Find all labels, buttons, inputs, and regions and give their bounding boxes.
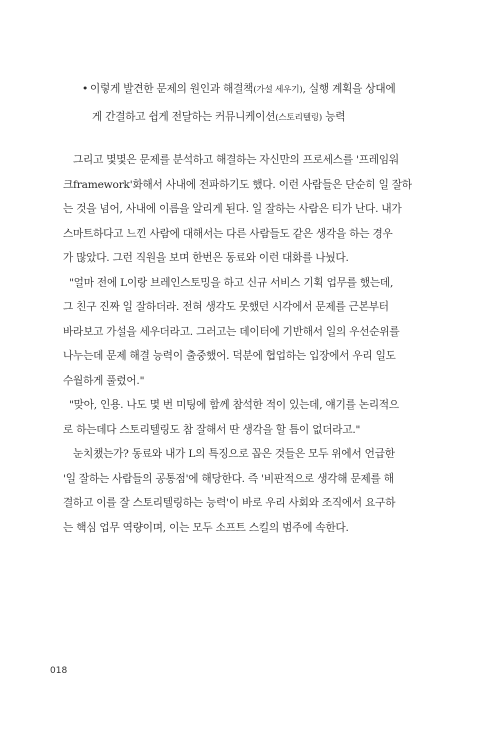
text-line: 눈치챘는가? 동료와 내가 L의 특징으로 꼽은 것들은 모두 위에서 언급한 — [73, 448, 395, 460]
paragraph-1 — [63, 148, 440, 271]
page-number: 018 — [50, 666, 68, 676]
bullet-note-1: (가설 세우기) — [253, 85, 303, 95]
text-line: "맞아, 인용. 나도 몇 번 미팅에 함께 참석한 적이 있는데, 얘기를 논리적으 — [69, 399, 399, 411]
bullet-item — [82, 76, 442, 132]
paragraph-2-quote — [63, 271, 440, 394]
text-line: "얼마 전에 L이랑 브레인스토밍을 하고 신규 서비스 기획 업무를 했는데, — [69, 276, 394, 289]
text-line: 는 핵심 업무 역량이며, 이는 모두 소프트 스킬의 범주에 속한다. — [63, 521, 349, 534]
text-line: 로 하는데다 스토리텔링도 참 잘해서 딴 생각을 할 틈이 없더라고." — [63, 423, 361, 436]
text-line: 는 것을 넘어, 사내에 이름을 알리게 된다. 일 잘하는 사람은 티가 난다. 내가 — [63, 203, 402, 215]
bullet-text-1a: 이렇게 발견한 문제의 원인과 해결책 — [90, 83, 254, 95]
text-line: 가 많았다. 그런 직원을 보며 한번은 동료와 이런 대화를 나눴다. — [63, 252, 349, 264]
text-line: 나누는데 문제 해결 능력이 출중했어. 덕분에 협업하는 입장에서 우리 일도 — [63, 350, 396, 362]
text-line: '일 잘하는 사람들의 공통점'에 해당한다. 즉 '비판적으로 생각해 문제를 해 — [63, 472, 394, 485]
paragraph-4 — [63, 442, 440, 540]
paragraph-3-quote — [63, 393, 440, 442]
bullet-line-1 — [82, 76, 442, 104]
text-line: 그 친구 진짜 일 잘하더라. 전혀 생각도 못했던 시각에서 문제를 근본부터 — [63, 301, 389, 313]
text-line: 결하고 이를 잘 스토리텔링하는 능력'이 바로 우리 사회와 조직에서 요구하 — [63, 497, 396, 509]
text-line: 그리고 몇몇은 문제를 분석하고 해결하는 자신만의 프로세스를 '프레임워 — [73, 154, 399, 166]
bullet-text-2b: 능력 — [322, 111, 346, 123]
text-line: 스마트하다고 느낀 사람에 대해서는 다른 사람들도 같은 생각을 하는 경우 — [63, 227, 393, 240]
body-text — [63, 148, 440, 540]
bullet-text-1b: , 실행 계획을 상대에 — [302, 83, 396, 95]
text-line: 크framework'화해서 사내에 전파하기도 했다. 이런 사람들은 단순히 일 잘하 — [63, 178, 412, 191]
text-line: 바라보고 가설을 세우더라고. 그러고는 데이터에 기반해서 일의 우선순위를 — [63, 325, 400, 338]
bullet-note-2: (스토리텔링) — [275, 113, 323, 123]
text-line: 수월하게 풀렸어." — [63, 374, 145, 387]
bullet-line-2 — [92, 104, 442, 132]
bullet-dot: • — [82, 83, 89, 95]
bullet-text-2a: 게 간결하고 쉽게 전달하는 커뮤니케이션 — [92, 111, 276, 123]
